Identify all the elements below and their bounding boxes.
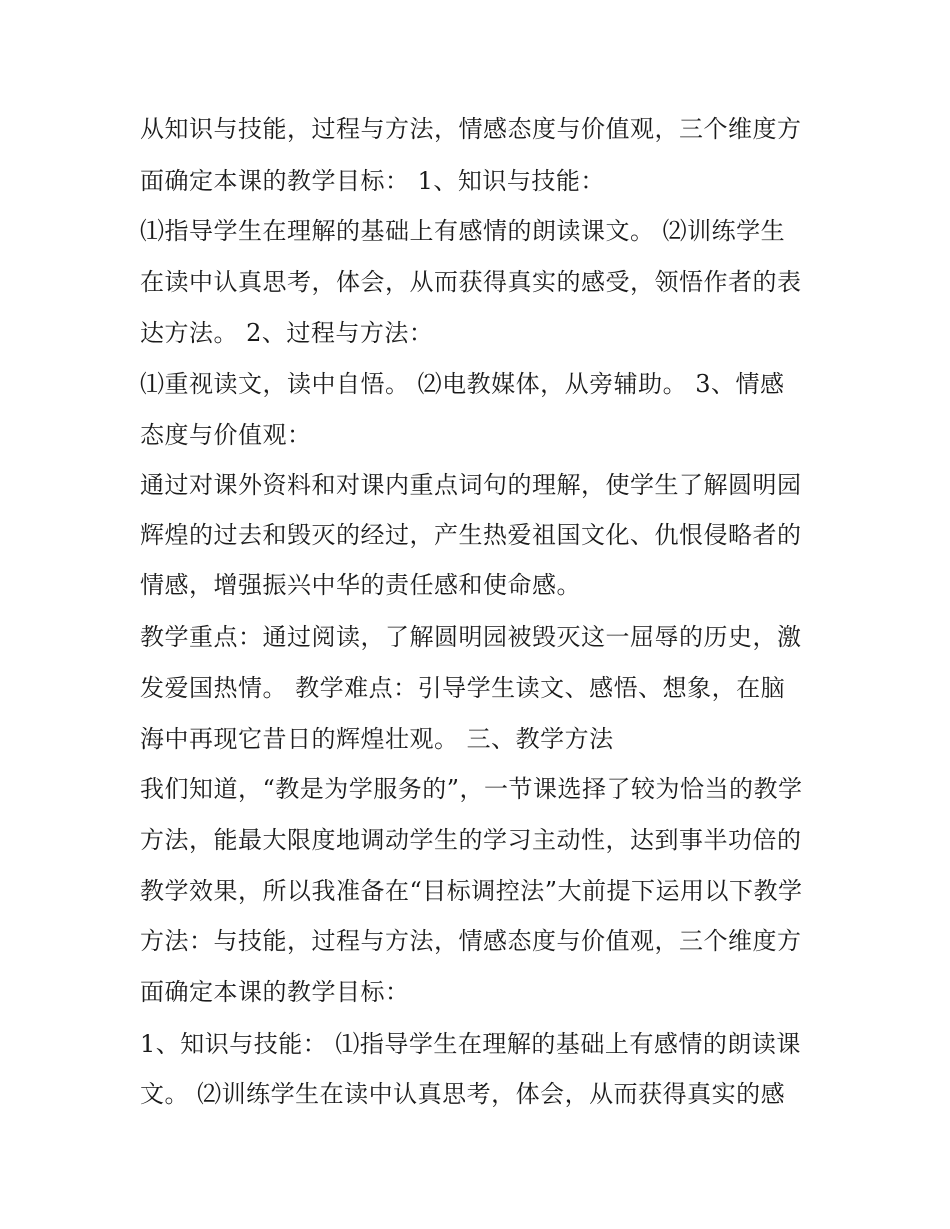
text-line: 在读中认真思考，体会，从而获得真实的感受，领悟作者的表 (140, 268, 802, 296)
text-line: 面确定本课的教学目标： (140, 978, 410, 1006)
text-line: 方法：与技能，过程与方法，情感态度与价值观，三个维度方 (140, 927, 802, 955)
text-line: 1、知识与技能： ⑴指导学生在理解的基础上有感情的朗读课 (140, 1030, 801, 1058)
text-line: 从知识与技能，过程与方法，情感态度与价值观，三个维度方 (140, 115, 802, 143)
text-line: 辉煌的过去和毁灭的经过，产生热爱祖国文化、仇恨侵略者的 (140, 521, 802, 549)
text-line: 文。 ⑵训练学生在读中认真思考，体会，从而获得真实的感 (140, 1080, 786, 1108)
text-line: 教学效果，所以我准备在“目标调控法”大前提下运用以下教学 (140, 877, 803, 905)
text-line: 情感，增强振兴中华的责任感和使命感。 (140, 571, 581, 599)
text-line: ⑴重视读文，读中自悟。 ⑵电教媒体，从旁辅助。 3、情感 (140, 370, 785, 398)
text-line: 教学重点：通过阅读，了解圆明园被毁灭这一屈辱的历史，激 (140, 623, 802, 651)
text-line: 通过对课外资料和对课内重点词句的理解，使学生了解圆明园 (140, 471, 802, 499)
text-line: ⑴指导学生在理解的基础上有感情的朗读课文。 ⑵训练学生 (140, 217, 786, 245)
text-line: 面确定本课的教学目标： 1、知识与技能： (140, 167, 605, 195)
text-line: 我们知道，“教是为学服务的”，一节课选择了较为恰当的教学 (140, 775, 803, 803)
text-line: 发爱国热情。 教学难点：引导学生读文、感悟、想象，在脑 (140, 674, 786, 702)
text-line: 态度与价值观： (140, 421, 312, 449)
text-line: 方法，能最大限度地调动学生的学习主动性，达到事半功倍的 (140, 826, 802, 854)
text-line: 海中再现它昔日的辉煌壮观。 三、教学方法 (140, 725, 614, 753)
text-line: 达方法。 2、过程与方法： (140, 319, 434, 347)
